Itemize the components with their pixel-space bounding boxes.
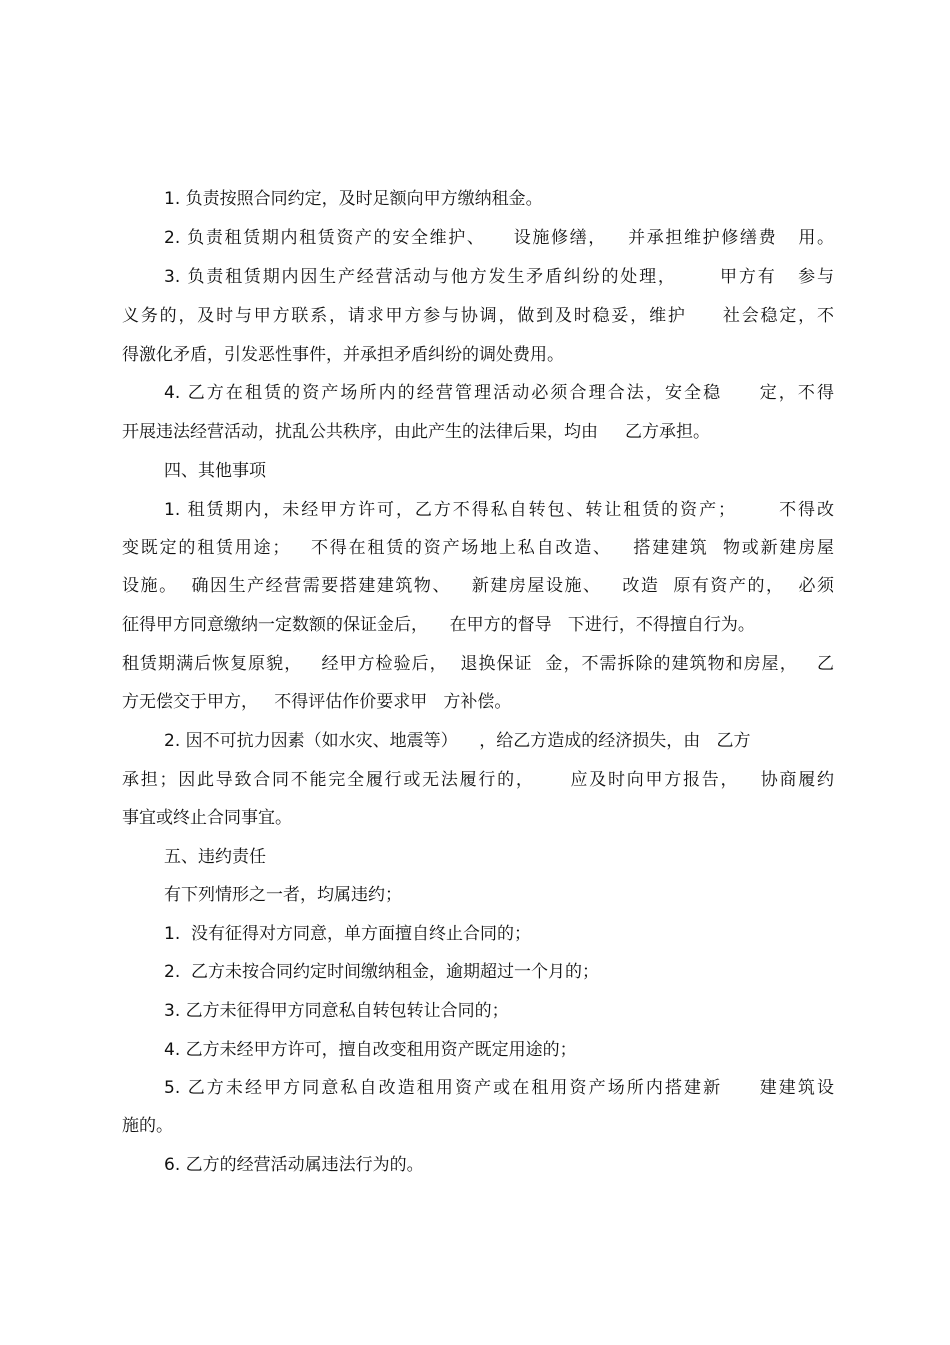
paragraph-line: 4. 乙方在租赁的资产场所内的经营管理活动必须合理合法，安全稳 定，不得 [164,383,834,403]
list-item: 3. 乙方未征得甲方同意私自转包转让合同的； [164,1001,509,1021]
paragraph-line: 2. 负责租赁期内租赁资产的安全维护、 设施修缮， 并承担维护修缮费 用。 [164,228,834,248]
paragraph-line: 事宜或终止合同事宜。 [122,808,292,828]
list-item: 4. 乙方未经甲方许可，擅自改变租用资产既定用途的； [164,1040,577,1060]
section-heading: 五、违约责任 [164,847,266,867]
paragraph-line: 义务的，及时与甲方联系，请求甲方参与协调，做到及时稳妥，维护 社会稳定，不 [122,306,834,326]
paragraph-line: 变既定的租赁用途； 不得在租赁的资产场地上私自改造、 搭建建筑 物或新建房屋 [122,538,834,558]
list-item: 1. 没有征得对方同意，单方面擅自终止合同的； [164,924,532,944]
list-item: 5. 乙方未经甲方同意私自改造租用资产或在租用资产场所内搭建新 建建筑设 [164,1078,834,1098]
paragraph-line: 承担；因此导致合同不能完全履行或无法履行的， 应及时向甲方报告， 协商履约 [122,770,834,790]
paragraph-line: 租赁期满后恢复原貌， 经甲方检验后， 退换保证 金，不需拆除的建筑物和房屋， 乙 [122,654,834,674]
paragraph-line: 2. 因不可抗力因素（如水灾、地震等） ，给乙方造成的经济损失，由 乙方 [164,731,751,751]
paragraph-line: 方无偿交于甲方， 不得评估作价要求甲 方补偿。 [122,692,512,712]
paragraph-line: 3. 负责租赁期内因生产经营活动与他方发生矛盾纠纷的处理， 甲方有 参与 [164,267,834,287]
section-heading: 四、其他事项 [164,461,266,481]
list-item: 2. 乙方未按合同约定时间缴纳租金，逾期超过一个月的； [164,962,600,982]
paragraph-line: 征得甲方同意缴纳一定数额的保证金后， 在甲方的督导 下进行，不得擅自行为。 [122,615,755,635]
paragraph-line: 得激化矛盾，引发恶性事件，并承担矛盾纠纷的调处费用。 [122,345,564,365]
paragraph-line: 1. 租赁期内，未经甲方许可，乙方不得私自转包、转让租赁的资产； 不得改 [164,500,834,520]
list-item: 6. 乙方的经营活动属违法行为的。 [164,1155,424,1175]
list-item: 施的。 [122,1116,173,1136]
paragraph-line: 1. 负责按照合同约定，及时足额向甲方缴纳租金。 [164,189,543,209]
paragraph-line: 有下列情形之一者，均属违约； [164,885,402,905]
paragraph-line: 设施。 确因生产经营需要搭建建筑物、 新建房屋设施、 改造 原有资产的， 必须 [122,576,834,596]
paragraph-line: 开展违法经营活动，扰乱公共秩序，由此产生的法律后果，均由 乙方承担。 [122,422,711,442]
